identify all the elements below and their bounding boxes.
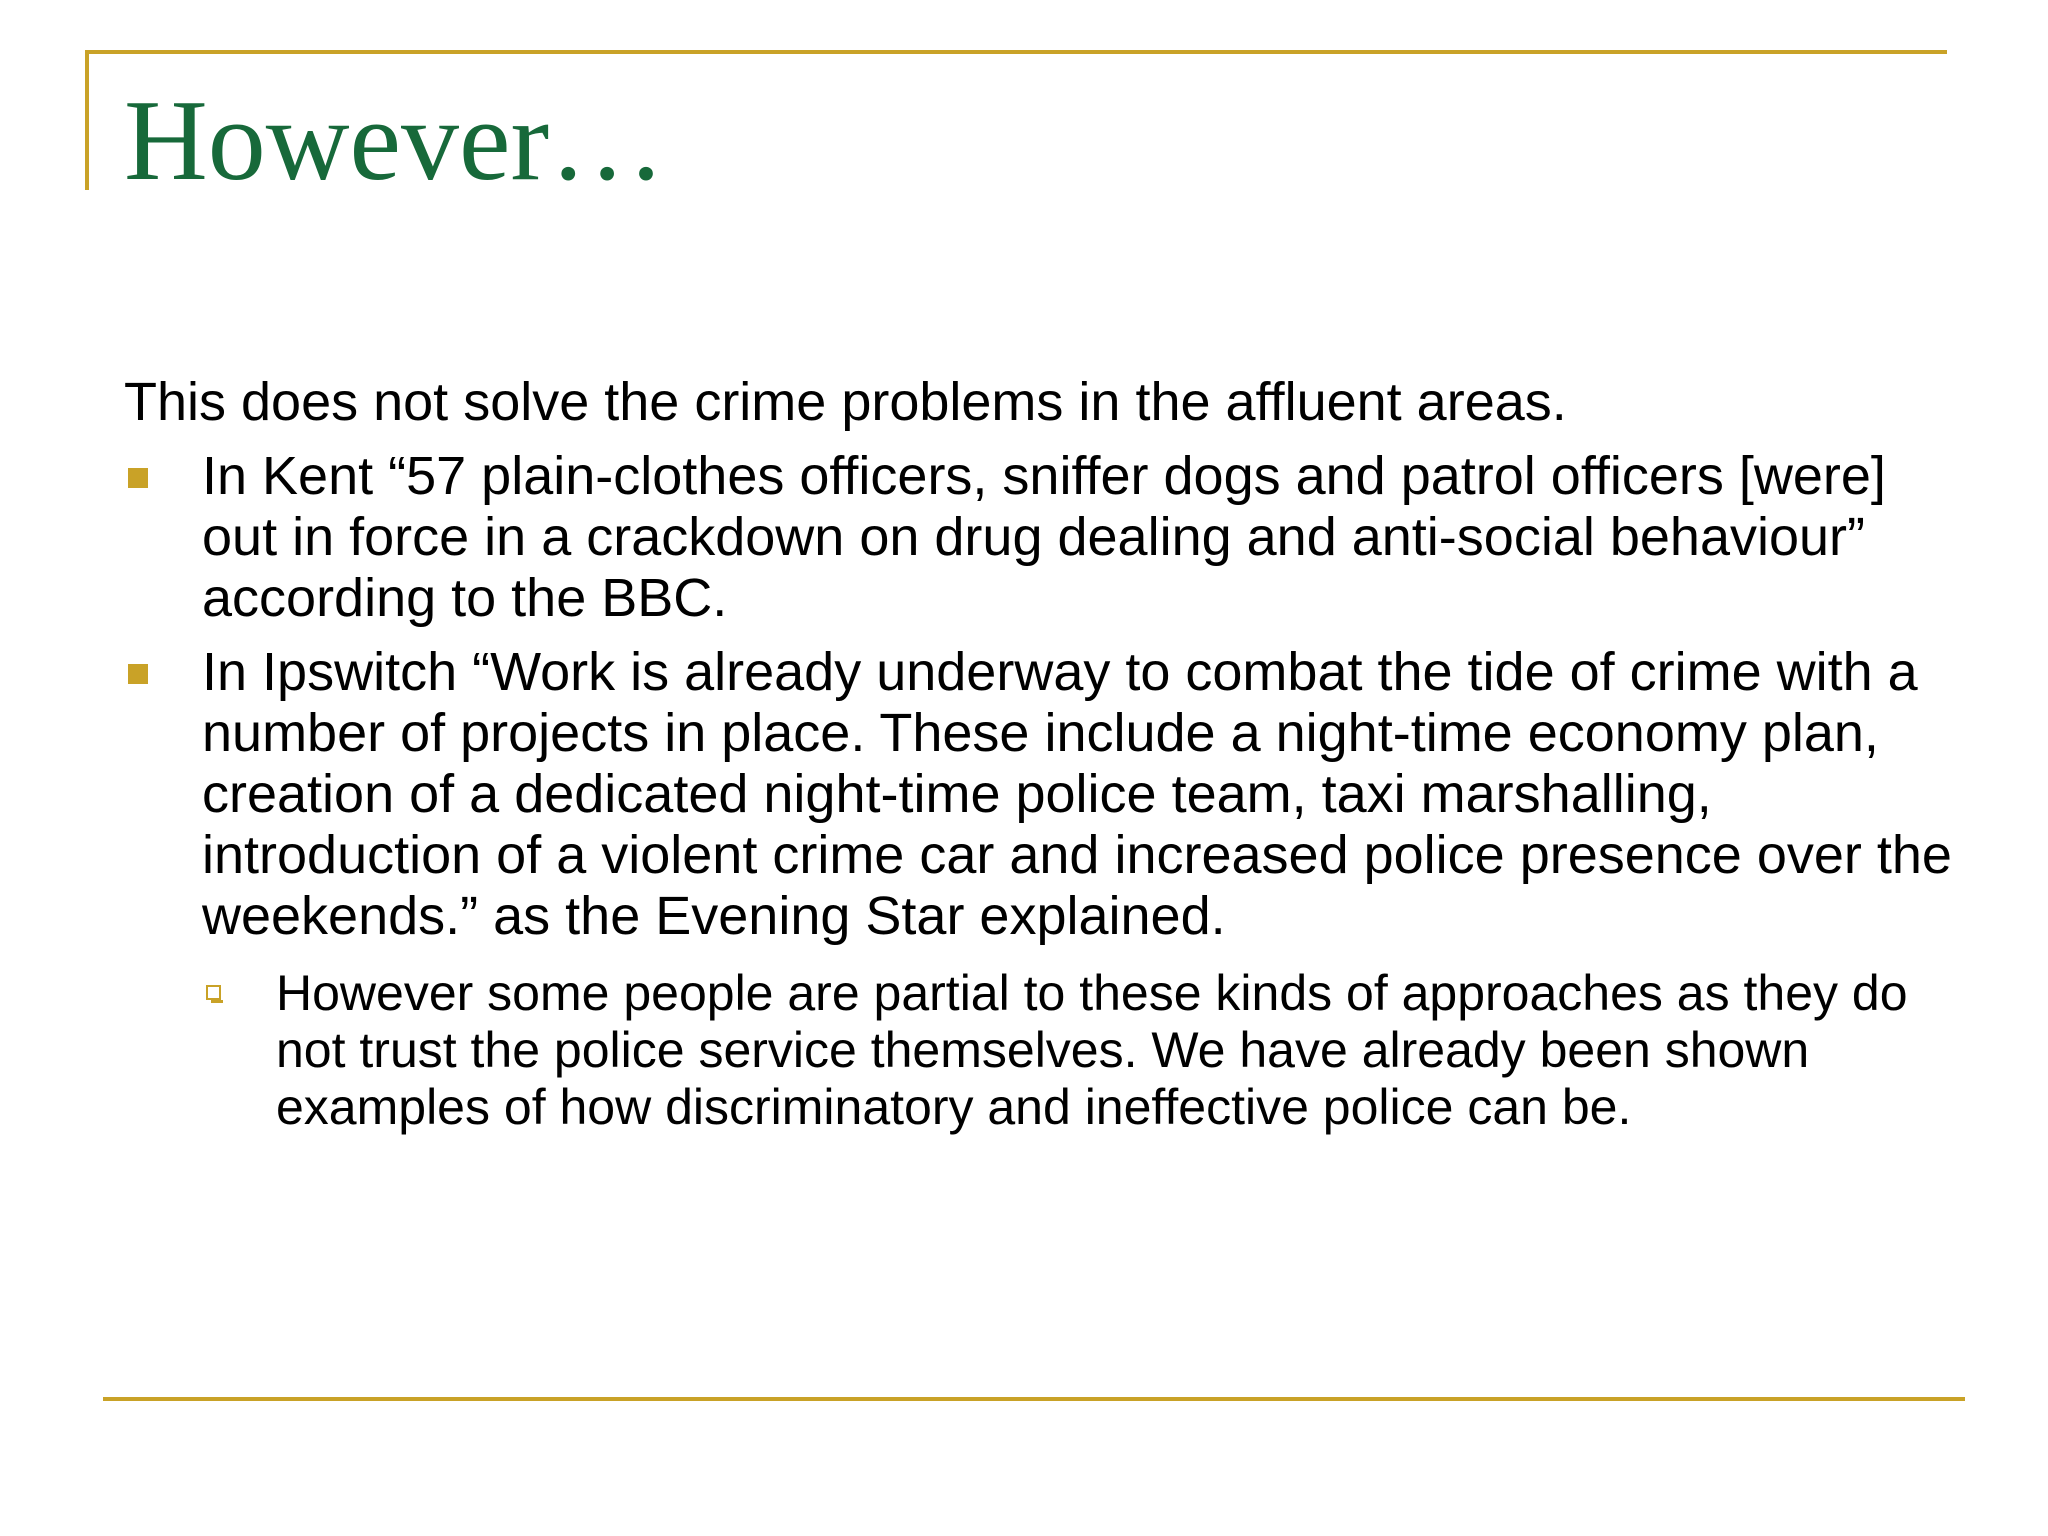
- sub-bullet-text: However some people are partial to these kinds of approaches as they do not trust the police service themselves. We have already been shown examples of how discriminatory and ineffective police can be.: [276, 965, 1908, 1135]
- top-rule: [85, 50, 1947, 54]
- intro-text: This does not solve the crime problems in the affluent areas.: [124, 372, 1567, 432]
- bullet-kent: [124, 446, 1964, 629]
- left-rule: [85, 50, 89, 190]
- slide-body: [124, 372, 1964, 1136]
- slide-title: However…: [124, 77, 666, 205]
- sub-bullet-police-trust: [202, 965, 1964, 1136]
- bottom-rule: [103, 1397, 1965, 1401]
- hollow-square-bullet-icon: [206, 985, 221, 1000]
- bullet-ipswitch: [124, 642, 1964, 947]
- filled-square-bullet-icon: [128, 468, 148, 488]
- bullet-text: In Ipswitch “Work is already underway to combat the tide of crime with a number of projects in place. These include a night-time economy plan, creation of a dedicated night-time police team, taxi marshalling, introduction of a violent crime car and increased police presence over the weekends.” as the Evening Star explained.: [202, 642, 1952, 946]
- bullet-text: In Kent “57 plain-clothes officers, sniffer dogs and patrol officers [were] out in force in a crackdown on drug dealing and anti-social behaviour” according to the BBC.: [202, 446, 1886, 628]
- filled-square-bullet-icon: [128, 664, 148, 684]
